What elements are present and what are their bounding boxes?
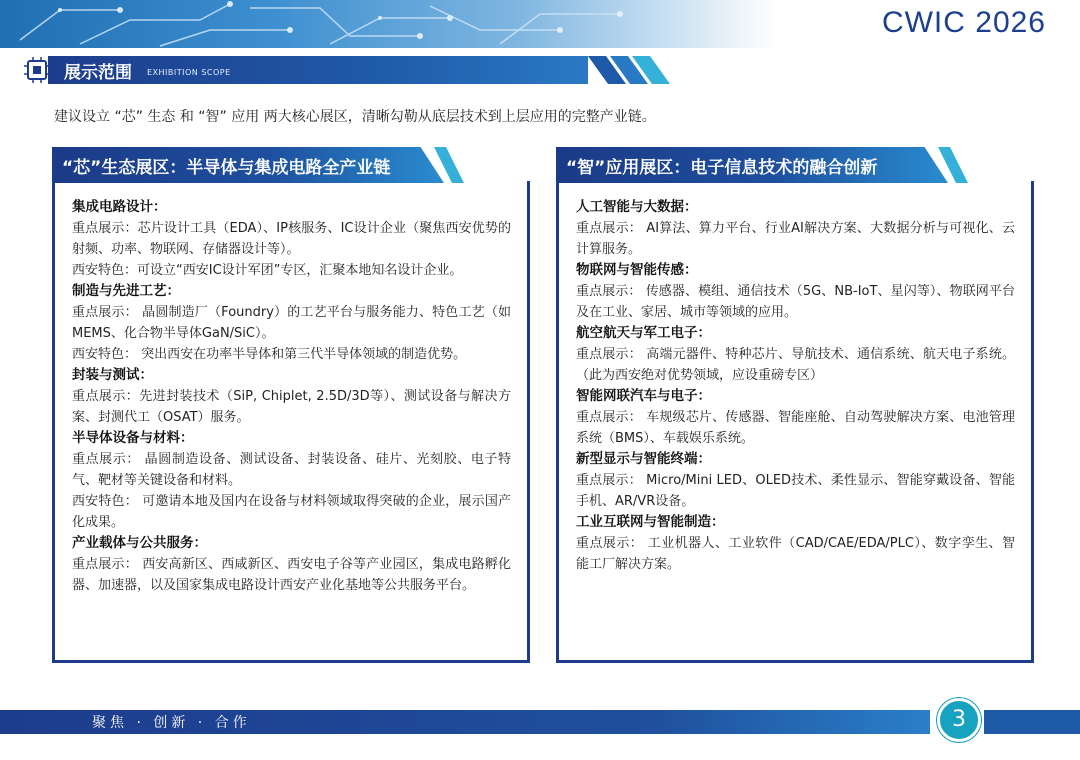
category-heading: 集成电路设计： xyxy=(72,199,167,215)
category-detail: 西安特色： 可邀请本地及国内在设备与材料领域取得突破的企业，展示国产化成果。 xyxy=(72,494,511,530)
brand-title: CWIC 2026 xyxy=(881,6,1046,39)
page-number-badge: 3 xyxy=(937,698,981,742)
category-heading: 航空航天与军工电子： xyxy=(576,325,711,341)
category-detail: 重点展示： AI算法、算力平台、行业AI解决方案、大数据分析与可视化、云计算服务。 xyxy=(576,221,1015,257)
category-detail: 重点展示： 高端元器件、特种芯片、导航技术、通信系统、航天电子系统。（此为西安绝对优势领域，应设重磅专区） xyxy=(576,347,1015,383)
panel-title-bar xyxy=(556,147,1034,183)
category-heading: 工业互联网与智能制造： xyxy=(576,514,725,530)
panel-smart-application xyxy=(556,147,1034,663)
category-detail: 西安特色： 突出西安在功率半导体和第三代半导体领域的制造优势。 xyxy=(72,347,467,362)
category-heading: 人工智能与大数据： xyxy=(576,199,698,215)
category-heading: 智能网联汽车与电子： xyxy=(576,388,711,404)
category-detail: 重点展示： 晶圆制造设备、测试设备、封装设备、硅片、光刻胶、电子特气、靶材等关键设备和材料。 xyxy=(72,452,511,488)
panel-content xyxy=(52,181,530,663)
section-title-bar xyxy=(22,56,682,84)
category-detail: 重点展示： 晶圆制造厂（Foundry）的工艺平台与服务能力、特色工艺（如MEMS、化合物半导体GaN/SiC）。 xyxy=(72,305,511,341)
category-detail: 重点展示： 西安高新区、西咸新区、西安电子谷等产业园区，集成电路孵化器、加速器，以及国家集成电路设计西安产业化基地等公共服务平台。 xyxy=(72,557,511,593)
category-heading: 半导体设备与材料： xyxy=(72,430,194,446)
circuit-pattern-graphic xyxy=(0,0,720,48)
panel-title: “智”应用展区：电子信息技术的融合创新 xyxy=(566,158,878,178)
category-detail: 重点展示：芯片设计工具（EDA）、IP核服务、IC设计企业（聚焦西安优势的射频、功率、物联网、存储器设计等）。 xyxy=(72,221,511,257)
category-heading: 制造与先进工艺： xyxy=(72,283,180,299)
header-banner xyxy=(0,0,1080,48)
intro-text: 建议设立 “芯” 生态 和 “智” 应用 两大核心展区，清晰勾勒从底层技术到上层应用的完整产业链。 xyxy=(54,109,656,125)
decorative-stripes xyxy=(588,56,688,84)
category-detail: 西安特色：可设立“西安IC设计军团”专区，汇聚本地知名设计企业。 xyxy=(72,263,463,278)
footer xyxy=(0,707,1080,734)
panel-title-bar xyxy=(52,147,530,183)
category-heading: 封装与测试： xyxy=(72,367,153,383)
category-detail: 重点展示： Micro/Mini LED、OLED技术、柔性显示、智能穿戴设备、智能手机、AR/VR设备。 xyxy=(576,473,1015,509)
category-detail: 重点展示： 车规级芯片、传感器、智能座舱、自动驾驶解决方案、电池管理系统（BMS）、车载娱乐系统。 xyxy=(576,410,1015,446)
category-heading: 新型显示与智能终端： xyxy=(576,451,711,467)
category-detail: 重点展示：先进封装技术（SiP, Chiplet, 2.5D/3D等）、测试设备与解决方案、封测代工（OSAT）服务。 xyxy=(72,389,511,425)
category-heading: 产业载体与公共服务： xyxy=(72,535,207,551)
section-title: 展示范围 xyxy=(64,63,132,83)
panel-chip-ecosystem xyxy=(52,147,530,663)
footer-slogan: 聚焦 · 创新 · 合作 xyxy=(92,715,251,731)
category-detail: 重点展示： 传感器、模组、通信技术（5G、NB-IoT、星闪等）、物联网平台及在工业、家居、城市等领域的应用。 xyxy=(576,284,1015,320)
category-heading: 物联网与智能传感： xyxy=(576,262,698,278)
panel-title: “芯”生态展区：半导体与集成电路全产业链 xyxy=(62,158,391,178)
section-subtitle: EXHIBITION SCOPE xyxy=(147,68,231,77)
panel-content xyxy=(556,181,1034,663)
category-detail: 重点展示： 工业机器人、工业软件（CAD/CAE/EDA/PLC）、数字孪生、智能工厂解决方案。 xyxy=(576,536,1015,572)
